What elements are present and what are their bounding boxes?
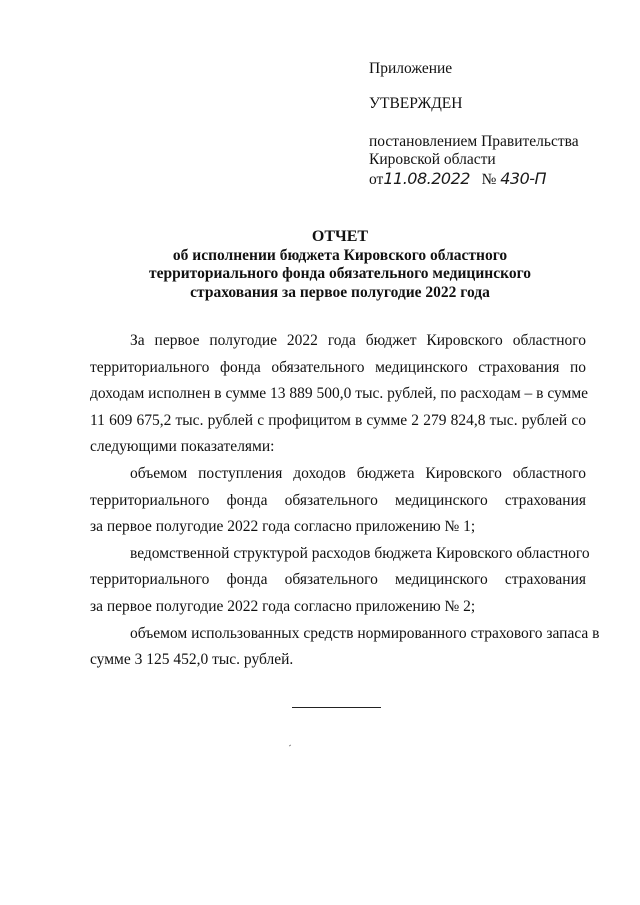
approved-label: УТВЕРЖДЕН [369,95,463,112]
end-divider-line [292,707,381,708]
appendix-label: Приложение [369,60,453,77]
text-line: объемом поступления доходов бюджета Кировского областного [130,464,586,482]
paragraph-expense-item [90,541,590,621]
number-label: № [481,171,497,188]
text-line: ведомственной структурой расходов бюджета Кировского областного [130,544,590,562]
text-line: доходам исполнен в сумме 13 889 500,0 тыс. рублей, по расходам – в сумме [90,385,589,403]
text-line: 11 609 675,2 тыс. рублей с профицитом в сумме 2 279 824,8 тыс. рублей со [90,411,586,429]
scan-speck [289,745,291,747]
text-line: за первое полугодие 2022 года согласно приложению № 1; [90,518,476,536]
approval-stamp-block [369,60,619,189]
handwritten-date: 11.08.2022 [383,169,470,188]
report-title [90,228,590,302]
report-subtitle-line-2: территориального фонда обязательного медицинского [149,265,531,282]
handwritten-number: 430-П [500,169,547,188]
decree-line-2: Кировской области [369,151,496,168]
text-line: За первое полугодие 2022 года бюджет Кировского областного [130,332,586,349]
report-body [90,328,600,674]
decree-line-1: постановлением Правительства [369,133,579,150]
text-line: сумме 3 125 452,0 тыс. рублей. [90,651,294,669]
date-prefix: от [369,171,384,188]
report-subtitle-line-1: об исполнении бюджета Кировского областного [172,246,508,264]
text-line: за первое полугодие 2022 года согласно приложению № 2; [90,597,476,615]
paragraph-summary [90,328,589,461]
paragraph-reserve-item [90,621,600,674]
text-line: объемом использованных средств нормированного страхового запаса в [130,624,600,642]
text-line: территориального фонда обязательного медицинского страхования по [90,358,586,376]
paragraph-revenue-item [90,461,586,541]
text-line: следующими показателями: [90,438,275,456]
text-line: территориального фонда обязательного медицинского страхования [90,491,586,509]
decree-date-number [369,170,619,189]
report-subtitle-line-3: страхования за первое полугодие 2022 года [190,283,490,301]
report-heading: ОТЧЕТ [311,228,369,245]
text-line: территориального фонда обязательного медицинского страхования [90,571,586,589]
